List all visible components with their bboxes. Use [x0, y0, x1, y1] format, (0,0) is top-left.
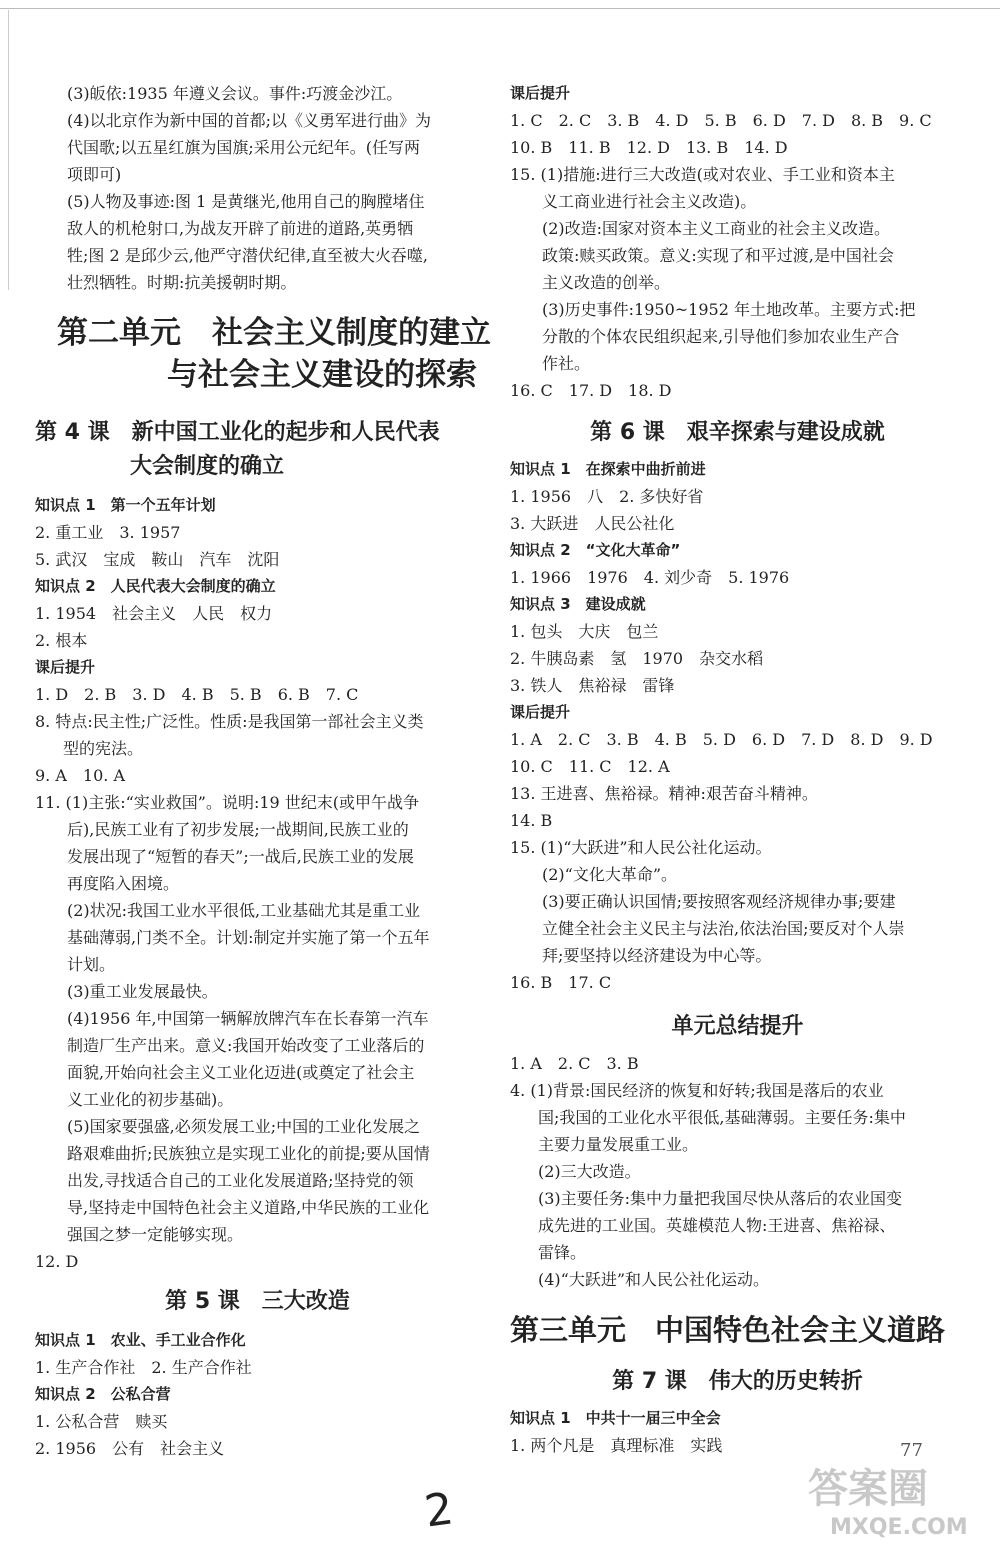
answer-line: 牲;图 2 是邱少云,他严守潜伏纪律,直至被大火吞噬,: [67, 246, 429, 265]
knowledge-point-heading: 知识点 3 建设成就: [510, 595, 646, 613]
answer-line: 12. D: [35, 1252, 79, 1271]
answer-line: 发展出现了“短暂的春天”;一战后,民族工业的发展: [67, 847, 414, 866]
knowledge-point-heading: 知识点 2 人民代表大会制度的确立: [35, 577, 276, 595]
watermark-url: MXQE.COM: [830, 1515, 968, 1540]
left-column: [35, 80, 491, 1462]
lesson-6-title: 第 6 课 艰辛探索与建设成就: [590, 420, 885, 445]
answer-line: 1. C 2. C 3. B 4. D 5. B 6. D 7. D 8. B 9. C: [510, 111, 932, 130]
answer-line: (3)皈依:1935 年遵义会议。事件:巧渡金沙江。: [67, 84, 403, 103]
lesson-6-body: [510, 456, 965, 996]
lesson-7-body: [510, 1405, 965, 1459]
answer-line: 政策:赎买政策。意义:实现了和平过渡,是中国社会: [542, 246, 894, 265]
unit-summary-title: 单元总结提升: [671, 1014, 804, 1039]
answer-line: 1. 两个凡是 真理标准 实践: [510, 1436, 723, 1455]
top-rule: [0, 8, 1000, 9]
answer-line: 义工业化的初步基础)。: [67, 1090, 234, 1109]
answer-line: 主要力量发展重工业。: [538, 1135, 699, 1154]
lesson-5-body: [35, 1327, 480, 1462]
unit-3-title: 第三单元 中国特色社会主义道路: [510, 1313, 946, 1347]
page-number: 77: [900, 1440, 923, 1461]
knowledge-point-heading: 知识点 2 “文化大革命”: [510, 541, 681, 559]
answer-line: 导,坚持走中国特色社会主义道路,中华民族的工业化: [67, 1198, 430, 1217]
answer-block-top: [35, 80, 480, 296]
answer-line: 5. 武汉 宝成 鞍山 汽车 沈阳: [35, 550, 280, 569]
lesson-title-line: 第 4 课 新中国工业化的起步和人民代表: [35, 420, 440, 445]
answer-line: 10. C 11. C 12. A: [510, 757, 670, 776]
unit-2-heading: [35, 312, 491, 396]
answer-line: (3)要正确认识国情;要按照客观经济规律办事;要建: [542, 892, 896, 911]
answer-line: 4. (1)背景:国民经济的恢复和好转;我国是落后的农业: [510, 1081, 884, 1100]
answer-line: 3. 铁人 焦裕禄 雷锋: [510, 676, 675, 695]
answer-line: 项即可): [67, 165, 122, 184]
watermark-text: 答案圈: [808, 1466, 928, 1512]
answer-line: 1. 包头 大庆 包兰: [510, 622, 659, 641]
after-class-heading: 课后提升: [35, 658, 96, 676]
answer-line: 16. B 17. C: [510, 973, 612, 992]
answer-line: 代国歌;以五星红旗为国旗;采用公元纪年。(任写两: [67, 138, 421, 157]
lesson-4-heading: [35, 416, 480, 484]
after-class-heading: 课后提升: [510, 703, 571, 721]
answer-line: 面貌,开始向社会主义工业化迈进(或奠定了社会主: [67, 1063, 415, 1082]
answer-line: (2)三大改造。: [538, 1162, 641, 1181]
answer-line: (3)历史事件:1950~1952 年土地改革。主要方式:把: [542, 300, 916, 319]
answer-line: (3)主要任务:集中力量把我国尽快从落后的农业国变: [538, 1189, 903, 1208]
knowledge-point-heading: 知识点 1 中共十一届三中全会: [510, 1409, 721, 1427]
answer-line: 路艰难曲折;民族独立是实现工业化的前提;要从国情: [67, 1144, 430, 1163]
answer-line: (2)状况:我国工业水平很低,工业基础尤其是重工业: [67, 901, 421, 920]
answer-line: (4)“大跃进”和人民公社化运动。: [538, 1270, 770, 1289]
answer-line: (5)国家要强盛,必须发展工业;中国的工业化发展之: [67, 1117, 421, 1136]
knowledge-point-heading: 知识点 1 在探索中曲折前进: [510, 460, 706, 478]
answer-line: 雷锋。: [538, 1243, 587, 1262]
answer-line: 基础薄弱,门类不全。计划:制定并实施了第一个五年: [67, 928, 430, 947]
answer-line: 出发,寻找适合自己的工业化发展道路;坚持党的领: [67, 1171, 414, 1190]
answer-line: 2. 1956 公有 社会主义: [35, 1439, 225, 1458]
answer-line: 分散的个体农民组织起来,引导他们参加农业生产合: [542, 327, 900, 346]
answer-line: 1. D 2. B 3. D 4. B 5. B 6. B 7. C: [35, 685, 359, 704]
answer-line: 义工商业进行社会主义改造)。: [542, 192, 757, 211]
answer-line: 1. 1956 八 2. 多快好省: [510, 487, 704, 506]
answer-line: 9. A 10. A: [35, 766, 125, 785]
right-column: [510, 80, 965, 1459]
after-class-heading: 课后提升: [510, 84, 571, 102]
lesson-4-body: [35, 492, 480, 1275]
answer-line: 10. B 11. B 12. D 13. B 14. D: [510, 138, 788, 157]
answer-line: 主义改造的创举。: [542, 273, 671, 292]
answer-line: 立健全社会主义民主与法治,依法治国;要反对个人崇: [542, 919, 905, 938]
answer-line: 强国之梦一定能够实现。: [67, 1225, 244, 1244]
answer-line: (3)重工业发展最快。: [67, 982, 218, 1001]
answer-line: 1. A 2. C 3. B: [510, 1054, 639, 1073]
answer-line: 国;我国的工业化水平很低,基础薄弱。主要任务:集中: [538, 1108, 906, 1127]
answer-line: 13. 王进喜、焦裕禄。精神:艰苦奋斗精神。: [510, 784, 818, 803]
knowledge-point-heading: 知识点 1 第一个五年计划: [35, 496, 216, 514]
lesson-title-line: 大会制度的确立: [130, 454, 285, 479]
answer-line: 1. 1966 1976 4. 刘少奇 5. 1976: [510, 568, 790, 587]
lesson-5-title: 第 5 课 三大改造: [165, 1289, 350, 1314]
answer-line: 15. (1)措施:进行三大改造(或对农业、手工业和资本主: [510, 165, 895, 184]
answer-line: 14. B: [510, 811, 553, 830]
answer-line: 拜;要坚持以经济建设为中心等。: [542, 946, 772, 965]
answer-line: 壮烈牺牲。时期:抗美援朝时期。: [67, 273, 297, 292]
unit-summary-body: [510, 1050, 965, 1293]
knowledge-point-heading: 知识点 2 公私合营: [35, 1385, 171, 1403]
answer-line: 11. (1)主张:“实业救国”。说明:19 世纪末(或甲午战争: [35, 793, 420, 812]
answer-line: (4)1956 年,中国第一辆解放牌汽车在长春第一汽车: [67, 1009, 429, 1028]
answer-line: 2. 根本: [35, 631, 88, 650]
watermark-logo: [800, 1456, 995, 1541]
knowledge-point-heading: 知识点 1 农业、手工业合作化: [35, 1331, 246, 1349]
answer-line: 成先进的工业国。英雄模范人物:王进喜、焦裕禄、: [538, 1216, 896, 1235]
answer-line: 1. 1954 社会主义 人民 权力: [35, 604, 273, 623]
lesson-7-title: 第 7 课 伟大的历史转折: [612, 1369, 863, 1394]
answer-line: 再度陷入困境。: [67, 874, 180, 893]
unit-title-line: 与社会主义建设的探索: [167, 357, 477, 393]
binding-margin-line: [8, 10, 9, 290]
answer-line: (4)以北京作为新中国的首都;以《义勇军进行曲》为: [67, 111, 432, 130]
answer-line: 型的宪法。: [63, 739, 144, 758]
answer-line: 计划。: [67, 955, 116, 974]
answer-line: 16. C 17. D 18. D: [510, 381, 672, 400]
answer-line: 敌人的机枪射口,为战友开辟了前进的道路,英勇牺: [67, 219, 414, 238]
answer-line: 1. 生产合作社 2. 生产合作社: [35, 1358, 252, 1377]
answer-line: 2. 重工业 3. 1957: [35, 523, 181, 542]
answer-line: (2)改造:国家对资本主义工商业的社会主义改造。: [542, 219, 891, 238]
answer-line: 1. 公私合营 赎买: [35, 1412, 168, 1431]
answer-line: (2)“文化大革命”。: [542, 865, 678, 884]
answer-line: 3. 大跃进 人民公社化: [510, 514, 675, 533]
answer-line: 1. A 2. C 3. B 4. B 5. D 6. D 7. D 8. D 9. D: [510, 730, 933, 749]
answer-line: 制造厂生产出来。意义:我国开始改变了工业落后的: [67, 1036, 425, 1055]
answer-line: 后),民族工业有了初步发展;一战期间,民族工业的: [67, 820, 409, 839]
handwritten-number: 2: [421, 1483, 457, 1538]
answer-line: 作社。: [542, 354, 591, 373]
answer-line: 15. (1)“大跃进”和人民公社化运动。: [510, 838, 772, 857]
answer-line: 2. 牛胰岛素 氢 1970 杂交水稻: [510, 649, 764, 668]
answer-line: 8. 特点:民主性;广泛性。性质:是我国第一部社会主义类: [35, 712, 424, 731]
answer-line: (5)人物及事迹:图 1 是黄继光,他用自己的胸膛堵住: [67, 192, 425, 211]
unit-title-line: 第二单元 社会主义制度的建立: [57, 315, 491, 351]
